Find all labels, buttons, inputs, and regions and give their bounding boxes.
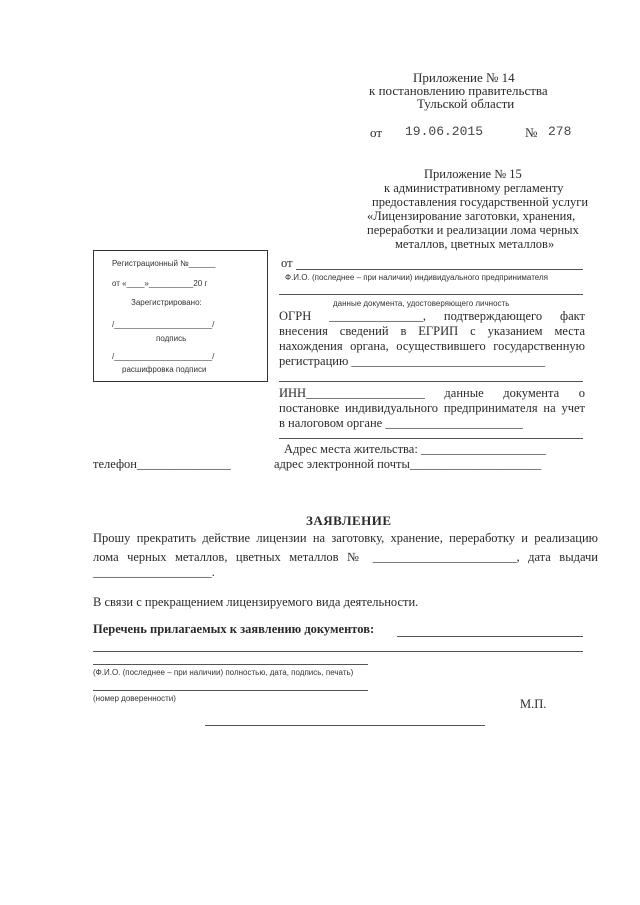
region-line: Тульской области xyxy=(417,96,515,111)
inn-line2: постановке индивидуального предпринимателя на учет xyxy=(279,401,585,415)
bottom-line xyxy=(205,725,485,726)
decree-date: 19.06.2015 xyxy=(405,124,484,139)
from-label: от xyxy=(281,256,293,270)
sign-line xyxy=(93,664,368,665)
phone-line: телефон_______________ xyxy=(93,457,231,471)
appendix15-line4: «Лицензирование заготовки, хранения, xyxy=(367,209,576,223)
registered-label: Зарегистрировано: xyxy=(131,298,202,307)
date-from-label: от xyxy=(370,125,383,140)
appendix15-line2: к административному регламенту xyxy=(384,181,564,195)
registration-extra-line xyxy=(279,381,583,382)
appendix14-title: Приложение № 14 xyxy=(413,70,515,85)
proxy-line xyxy=(93,690,368,691)
statement-line3: ___________________. xyxy=(93,565,215,579)
appendix15-title: Приложение № 15 xyxy=(424,167,522,181)
inn-line3: в налоговом органе ______________________ xyxy=(279,416,523,430)
sign-caption: (Ф.И.О. (последнее – при наличии) полностью, дата, подпись, печать) xyxy=(93,668,354,677)
appendix15-line6: металлов, цветных металлов» xyxy=(395,237,555,251)
reg-date: от «____»__________20 г xyxy=(112,279,208,288)
ogrn-line2: внесения сведений в ЕГРИП с указанием места xyxy=(279,324,585,338)
stamp-label: М.П. xyxy=(520,697,547,711)
id-caption: данные документа, удостоверяющего личность xyxy=(333,299,510,308)
statement-title: ЗАЯВЛЕНИЕ xyxy=(306,513,392,528)
decoding-caption: расшифровка подписи xyxy=(122,365,207,374)
fio-caption: Ф.И.О. (последнее – при наличии) индивидуального предпринимателя xyxy=(285,273,548,282)
fio-line xyxy=(296,269,583,270)
address-line: Адрес места жительства: ____________________ xyxy=(284,442,546,456)
id-line xyxy=(279,294,583,295)
tax-extra-line xyxy=(279,438,583,439)
reg-number: Регистрационный №______ xyxy=(112,259,216,268)
appendix15-line5: переработки и реализации лома черных xyxy=(367,223,579,237)
statement-line1: Прошу прекратить действие лицензии на заготовку, хранение, переработку и реализацию xyxy=(93,531,598,545)
decode-line: /______________________/ xyxy=(112,352,215,361)
docs-line1 xyxy=(397,636,583,637)
inn-line1: ИНН___________________ данные документа о xyxy=(279,386,585,400)
email-line: адрес электронной почты_____________________ xyxy=(274,457,542,471)
decree-number: 278 xyxy=(548,124,572,139)
appendix15-line3: предоставления государственной услуги xyxy=(372,195,589,209)
decree-line: к постановлению правительства xyxy=(369,83,548,98)
signature-caption: подпись xyxy=(156,334,187,343)
sign-line: /______________________/ xyxy=(112,320,215,329)
number-label: № xyxy=(525,125,538,140)
registration-box xyxy=(93,250,268,382)
reason-line: В связи с прекращением лицензируемого вида деятельности. xyxy=(93,595,419,609)
proxy-caption: (номер доверенности) xyxy=(93,694,176,703)
ogrn-line3: нахождения органа, осуществившего государственную xyxy=(279,339,585,353)
ogrn-line4: регистрацию _______________________________ xyxy=(279,354,546,368)
docs-line2 xyxy=(93,651,583,652)
statement-line2: лома черных металлов, цветных металлов № _______________________, дата выдачи xyxy=(93,550,598,564)
ogrn-line1: ОГРН _______________, подтверждающего факт xyxy=(279,309,585,323)
docs-label: Перечень прилагаемых к заявлению документов: xyxy=(93,622,375,636)
